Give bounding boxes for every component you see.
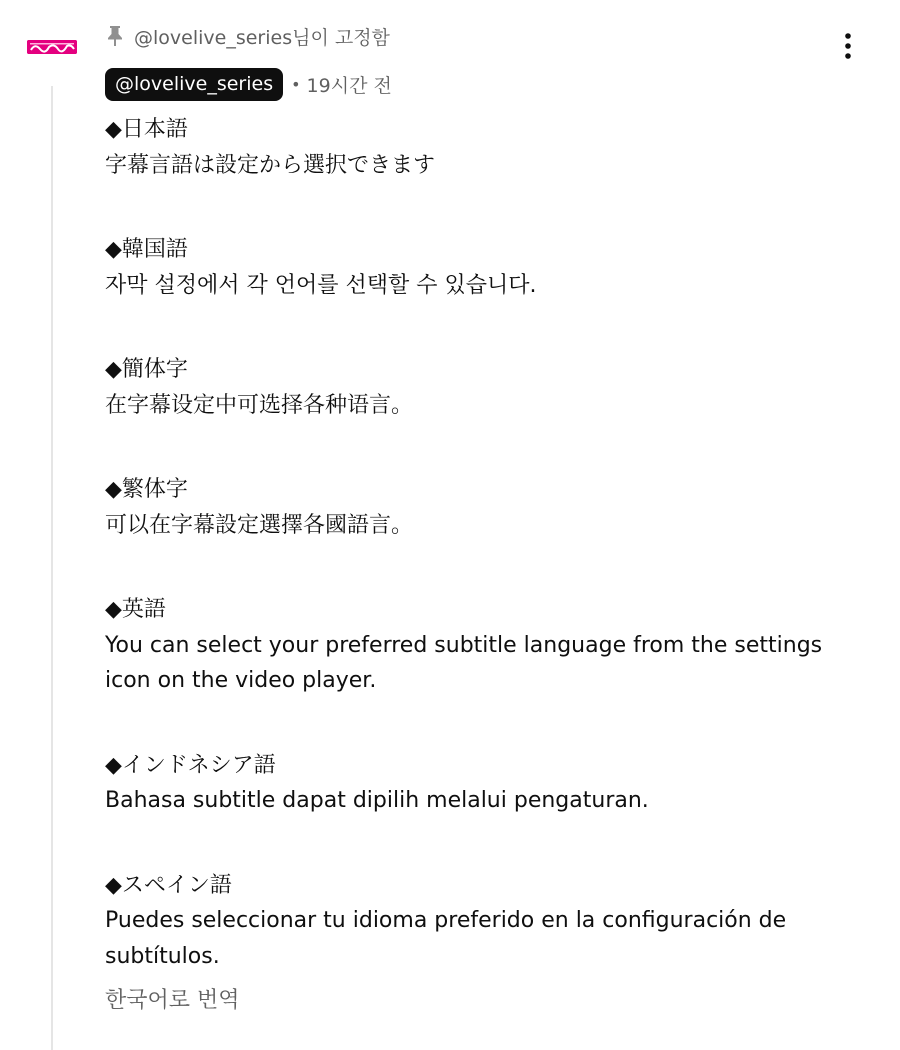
section-line: Bahasa subtitle dapat dipilih melalui pengaturan. xyxy=(105,788,649,813)
comment-timestamp[interactable]: 19시간 전 xyxy=(306,75,392,97)
section-line: 在字幕设定中可选择各种语言。 xyxy=(105,392,414,418)
section-spanish xyxy=(105,868,845,975)
section-heading: ◆簡体字 xyxy=(105,357,188,382)
more-options-button[interactable] xyxy=(832,32,864,64)
section-heading: ◆韓国語 xyxy=(105,237,188,262)
section-japanese xyxy=(105,112,845,183)
separator-dot: • xyxy=(291,75,301,94)
section-heading: ◆インドネシア語 xyxy=(105,752,276,778)
section-line: 可以在字幕設定選擇各國語言。 xyxy=(105,512,414,538)
section-korean xyxy=(105,232,845,303)
section-line: 자막 설정에서 각 언어를 선택할 수 있습니다. xyxy=(105,272,537,298)
more-vert-icon xyxy=(844,32,852,64)
section-line: You can select your preferred subtitle language from the settings xyxy=(105,632,823,658)
section-line: Puedes seleccionar tu idioma preferido en la configuración de xyxy=(105,908,787,933)
pinned-label: @lovelive_series님이 고정함 xyxy=(134,26,390,49)
section-heading: ◆繁体字 xyxy=(105,477,188,502)
translate-button[interactable]: 한국어로 번역 xyxy=(105,988,240,1013)
pinned-indicator xyxy=(106,22,390,50)
section-heading: ◆日本語 xyxy=(105,117,188,142)
section-english xyxy=(105,592,845,699)
section-line: icon on the video player. xyxy=(105,668,377,693)
section-heading: ◆英語 xyxy=(105,597,166,622)
section-line: 字幕言語は設定から選択できます xyxy=(105,152,436,178)
author-name[interactable]: @lovelive_series xyxy=(105,68,283,101)
channel-avatar[interactable] xyxy=(27,40,77,54)
section-heading: ◆スペイン語 xyxy=(105,872,232,898)
section-indonesian xyxy=(105,748,845,819)
pin-icon xyxy=(106,25,124,47)
comment-text xyxy=(105,112,845,974)
section-simplified-chinese xyxy=(105,352,845,423)
comment-header xyxy=(105,68,392,101)
thread-line xyxy=(51,86,53,1050)
section-line: subtítulos. xyxy=(105,943,220,969)
section-traditional-chinese xyxy=(105,472,845,543)
